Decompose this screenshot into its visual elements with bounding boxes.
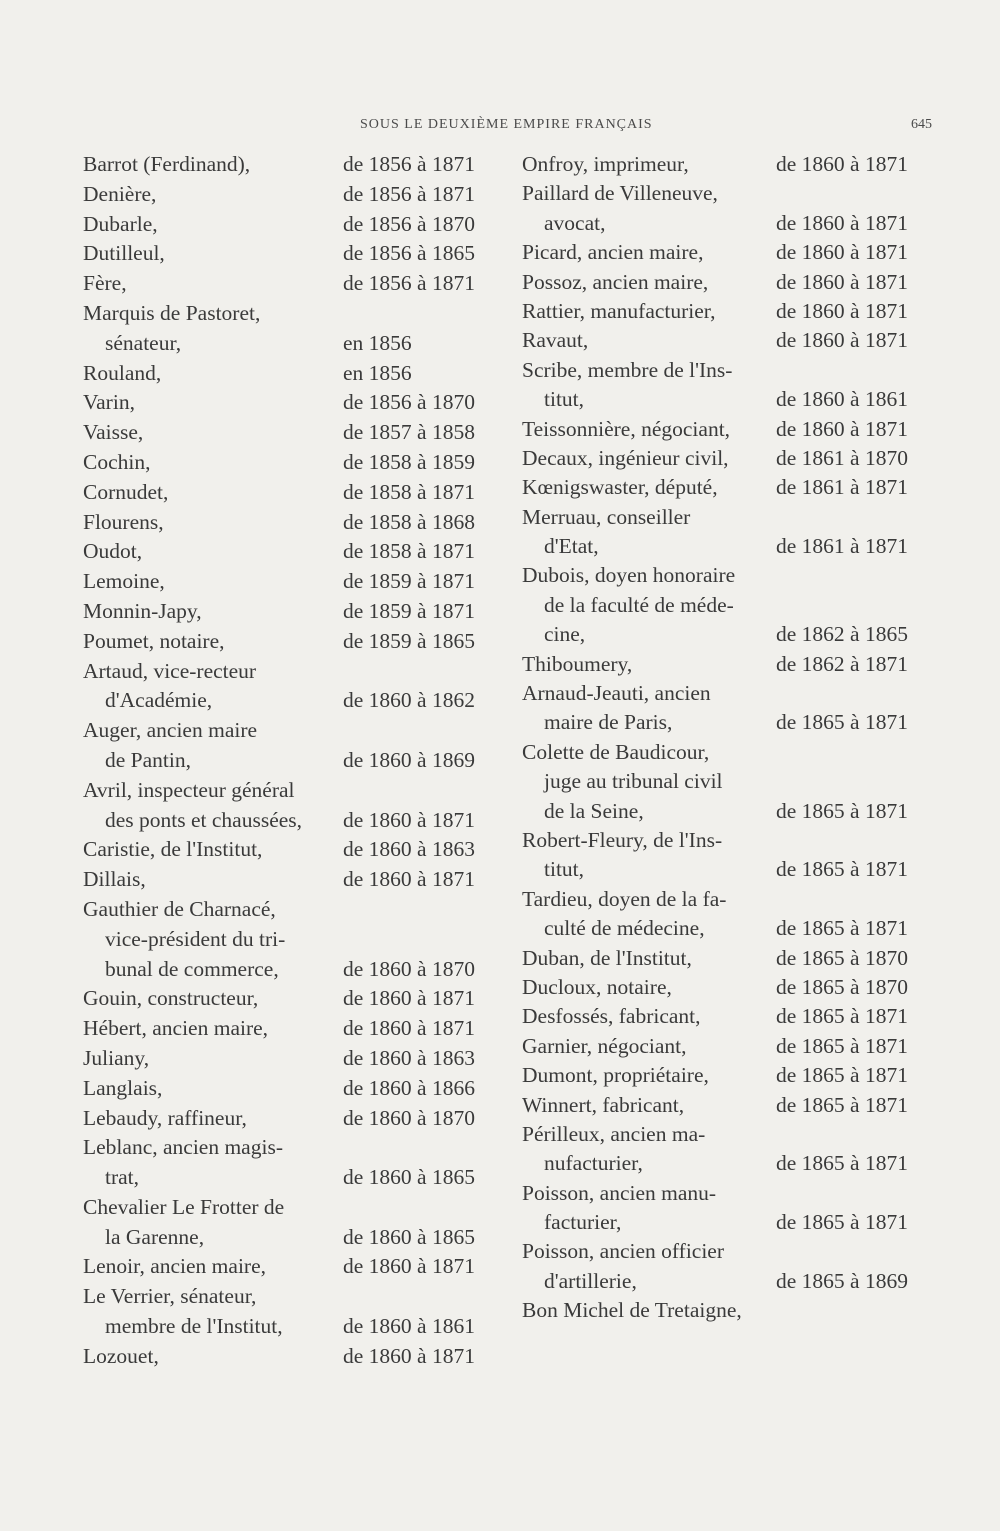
entry-name: Poisson, ancien manu-	[522, 1180, 717, 1205]
list-item	[83, 1074, 513, 1104]
list-item	[522, 855, 942, 884]
list-item	[522, 561, 942, 590]
entry-name: Dubois, doyen honoraire	[522, 563, 736, 588]
entry-name: Robert-Fleury, de l'Ins-	[522, 827, 723, 852]
entry-name: Teissonnière, négociant,	[522, 416, 731, 441]
entry-years: de 1860 à 1871	[343, 986, 475, 1011]
list-item	[83, 686, 513, 716]
entry-name: Possoz, ancien maire,	[522, 269, 709, 294]
entry-name: Flourens,	[83, 509, 164, 534]
entry-years: de 1860 à 1871	[776, 298, 908, 323]
entry-years: de 1862 à 1865	[776, 622, 908, 647]
entry-name: trat,	[105, 1165, 140, 1190]
list-item	[522, 1091, 942, 1120]
entry-name: Vaisse,	[83, 420, 144, 445]
entry-years: de 1860 à 1870	[343, 1105, 475, 1130]
entry-years: de 1860 à 1871	[776, 240, 908, 265]
list-item	[522, 1149, 942, 1178]
entry-years: de 1865 à 1871	[776, 1092, 908, 1117]
entry-years: de 1861 à 1871	[776, 475, 908, 500]
entry-name: Fère,	[83, 271, 127, 296]
list-item	[522, 1208, 942, 1237]
list-item	[83, 746, 513, 776]
entry-name: Arnaud-Jeauti, ancien	[522, 681, 711, 706]
list-item	[83, 1014, 513, 1044]
entry-name: Bon Michel de Tretaigne,	[522, 1298, 742, 1323]
list-item	[522, 1267, 942, 1296]
entry-years: de 1860 à 1871	[343, 1254, 475, 1279]
entry-name: nufacturier,	[544, 1151, 643, 1176]
entry-years: de 1865 à 1871	[776, 916, 908, 941]
list-item	[83, 1193, 513, 1223]
entry-years: de 1862 à 1871	[776, 651, 908, 676]
list-item	[83, 180, 513, 210]
list-item	[522, 914, 942, 943]
entry-years: de 1865 à 1871	[776, 1004, 908, 1029]
entry-name: Rouland,	[83, 360, 162, 385]
list-item	[522, 826, 942, 855]
list-item	[83, 418, 513, 448]
list-item	[83, 627, 513, 657]
entry-years: de 1860 à 1866	[343, 1075, 475, 1100]
entry-name: Juliany,	[83, 1045, 150, 1070]
list-item	[522, 415, 942, 444]
entry-years: de 1860 à 1871	[776, 210, 908, 235]
entry-name: Decaux, ingénieur civil,	[522, 445, 729, 470]
entry-years: de 1860 à 1871	[776, 269, 908, 294]
entry-name: des ponts et chaussées,	[105, 807, 303, 832]
entry-name: Varin,	[83, 390, 135, 415]
list-item	[522, 326, 942, 355]
list-item	[522, 503, 942, 532]
entry-name: Poisson, ancien officier	[522, 1239, 725, 1264]
list-item	[522, 209, 942, 238]
entry-name: Onfroy, imprimeur,	[522, 152, 689, 176]
list-item	[522, 1120, 942, 1149]
entry-years: de 1856 à 1870	[343, 390, 475, 415]
list-item	[83, 1342, 513, 1372]
entry-name: Monnin-Japy,	[83, 598, 202, 623]
entry-years: de 1860 à 1871	[343, 807, 475, 832]
list-item	[83, 359, 513, 389]
list-item	[83, 716, 513, 746]
list-item	[522, 532, 942, 561]
list-item	[83, 865, 513, 895]
list-item	[522, 797, 942, 826]
entry-years: de 1860 à 1871	[343, 1343, 475, 1368]
entry-years: en 1856	[343, 360, 412, 385]
list-item	[83, 567, 513, 597]
entry-years: de 1858 à 1871	[343, 539, 475, 564]
entry-years: de 1860 à 1871	[776, 152, 908, 176]
list-item	[522, 944, 942, 973]
entry-years: de 1865 à 1869	[776, 1268, 908, 1293]
entry-years: de 1861 à 1871	[776, 534, 908, 559]
entry-name: Dumont, propriétaire,	[522, 1063, 709, 1088]
list-item	[522, 268, 942, 297]
running-header	[80, 117, 940, 137]
entry-name: Lemoine,	[83, 569, 165, 594]
list-item	[522, 679, 942, 708]
entry-name: Barrot (Ferdinand),	[83, 152, 251, 176]
entry-name: Winnert, fabricant,	[522, 1092, 685, 1117]
entry-name: de la faculté de méde-	[544, 592, 734, 617]
entry-name: Lenoir, ancien maire,	[83, 1254, 266, 1279]
list-item	[83, 299, 513, 329]
entry-name: la Garenne,	[105, 1224, 205, 1249]
entry-years: de 1860 à 1861	[343, 1314, 475, 1339]
list-item	[83, 537, 513, 567]
entry-years: de 1859 à 1871	[343, 598, 475, 623]
entry-name: d'Etat,	[544, 534, 599, 559]
entry-name: Artaud, vice-recteur	[83, 658, 257, 683]
entry-years: de 1860 à 1871	[776, 328, 908, 353]
entry-years: de 1856 à 1871	[343, 152, 475, 176]
entry-name: Dillais,	[83, 867, 146, 892]
entry-years: de 1865 à 1871	[776, 710, 908, 735]
entry-name: Lozouet,	[83, 1343, 159, 1368]
entry-name: Dutilleul,	[83, 241, 165, 266]
entry-years: de 1865 à 1871	[776, 857, 908, 882]
entry-years: de 1860 à 1862	[343, 688, 475, 713]
list-item	[522, 1032, 942, 1061]
list-item	[83, 508, 513, 538]
entry-years: de 1860 à 1865	[343, 1224, 475, 1249]
list-item	[83, 835, 513, 865]
entry-name: Avril, inspecteur général	[83, 777, 295, 802]
entry-years: en 1856	[343, 330, 412, 355]
list-item	[83, 984, 513, 1014]
entry-name: Le Verrier, sénateur,	[83, 1284, 257, 1309]
entry-years: de 1860 à 1863	[343, 837, 475, 862]
list-item	[83, 210, 513, 240]
entry-name: Caristie, de l'Institut,	[83, 837, 263, 862]
entry-name: Auger, ancien maire	[83, 718, 258, 743]
entry-years: de 1859 à 1865	[343, 628, 475, 653]
entry-years: de 1860 à 1871	[343, 867, 475, 892]
entry-years: de 1860 à 1870	[343, 956, 475, 981]
list-item	[522, 385, 942, 414]
running-title: SOUS LE DEUXIÈME EMPIRE FRANÇAIS	[360, 117, 653, 132]
list-item	[83, 1282, 513, 1312]
entry-name: sénateur,	[105, 330, 182, 355]
list-item	[83, 1104, 513, 1134]
entry-years: de 1865 à 1871	[776, 1210, 908, 1235]
list-item	[522, 738, 942, 767]
entry-years: de 1865 à 1871	[776, 798, 908, 823]
list-item	[83, 925, 513, 955]
entry-name: Colette de Baudicour,	[522, 739, 710, 764]
entry-years: de 1860 à 1869	[343, 747, 475, 772]
list-item	[83, 1223, 513, 1253]
entry-name: bunal de commerce,	[105, 956, 279, 981]
list-item	[522, 708, 942, 737]
entry-years: de 1861 à 1870	[776, 445, 908, 470]
entry-name: Picard, ancien maire,	[522, 240, 704, 265]
entry-name: Garnier, négociant,	[522, 1033, 687, 1058]
entry-name: de Pantin,	[105, 747, 191, 772]
list-item	[83, 388, 513, 418]
page-number: 645	[911, 117, 932, 132]
entry-name: Marquis de Pastoret,	[83, 300, 261, 325]
entry-name: Lebaudy, raffineur,	[83, 1105, 247, 1130]
entry-years: de 1856 à 1870	[343, 211, 475, 236]
list-item	[83, 955, 513, 985]
entry-name: Scribe, membre de l'Ins-	[522, 357, 733, 382]
entry-name: Cornudet,	[83, 479, 169, 504]
entry-name: titut,	[544, 387, 585, 412]
entry-years: de 1860 à 1863	[343, 1045, 475, 1070]
list-item	[522, 591, 942, 620]
entry-years: de 1860 à 1871	[776, 416, 908, 441]
entry-years: de 1856 à 1871	[343, 271, 475, 296]
entry-name: Poumet, notaire,	[83, 628, 225, 653]
list-item	[522, 179, 942, 208]
list-item	[522, 973, 942, 1002]
list-item	[83, 657, 513, 687]
list-item	[83, 1044, 513, 1074]
entry-name: Leblanc, ancien magis-	[83, 1135, 283, 1160]
list-item	[83, 448, 513, 478]
entry-name: Duban, de l'Institut,	[522, 945, 692, 970]
entry-years: de 1857 à 1858	[343, 420, 475, 445]
left-column	[83, 150, 513, 1372]
entry-name: Tardieu, doyen de la fa-	[522, 886, 727, 911]
entry-name: Ravaut,	[522, 328, 589, 353]
entry-name: de la Seine,	[544, 798, 644, 823]
list-item	[522, 650, 942, 679]
list-item	[522, 767, 942, 796]
list-item	[522, 473, 942, 502]
entry-name: Desfossés, fabricant,	[522, 1004, 701, 1029]
entry-name: Rattier, manufacturier,	[522, 298, 716, 323]
list-item	[522, 1061, 942, 1090]
entry-years: de 1860 à 1871	[343, 1016, 475, 1041]
list-item	[522, 356, 942, 385]
entry-name: maire de Paris,	[544, 710, 673, 735]
list-item	[522, 1237, 942, 1266]
list-item	[83, 1252, 513, 1282]
entry-name: Langlais,	[83, 1075, 163, 1100]
entry-name: Denière,	[83, 181, 157, 206]
list-item	[522, 297, 942, 326]
entry-name: d'Académie,	[105, 688, 213, 713]
entry-name: titut,	[544, 857, 585, 882]
list-item	[83, 150, 513, 180]
list-item	[83, 806, 513, 836]
entry-name: Chevalier Le Frotter de	[83, 1194, 285, 1219]
entry-name: culté de médecine,	[544, 916, 705, 941]
entry-name: Périlleux, ancien ma-	[522, 1121, 706, 1146]
entry-name: avocat,	[544, 210, 606, 235]
entry-years: de 1858 à 1868	[343, 509, 475, 534]
list-item	[83, 269, 513, 299]
list-item	[83, 597, 513, 627]
entry-name: d'artillerie,	[544, 1268, 637, 1293]
entry-name: Ducloux, notaire,	[522, 974, 672, 999]
list-item	[522, 238, 942, 267]
entry-name: Thiboumery,	[522, 651, 633, 676]
entry-name: Gouin, constructeur,	[83, 986, 259, 1011]
list-item	[83, 1133, 513, 1163]
entry-years: de 1865 à 1871	[776, 1033, 908, 1058]
entry-name: Kœnigswaster, député,	[522, 475, 718, 500]
list-item	[522, 1002, 942, 1031]
entry-years: de 1865 à 1870	[776, 945, 908, 970]
entry-years: de 1865 à 1871	[776, 1063, 908, 1088]
list-item	[522, 620, 942, 649]
list-item	[522, 1179, 942, 1208]
entry-years: de 1859 à 1871	[343, 569, 475, 594]
entry-name: cine,	[544, 622, 586, 647]
list-item	[83, 1312, 513, 1342]
list-item	[522, 885, 942, 914]
entry-name: Hébert, ancien maire,	[83, 1016, 269, 1041]
entry-name: membre de l'Institut,	[105, 1314, 283, 1339]
entry-years: de 1860 à 1861	[776, 387, 908, 412]
entry-years: de 1856 à 1865	[343, 241, 475, 266]
entry-name: Merruau, conseiller	[522, 504, 691, 529]
list-item	[83, 895, 513, 925]
entry-name: Gauthier de Charnacé,	[83, 896, 276, 921]
entry-name: facturier,	[544, 1210, 622, 1235]
entry-name: Dubarle,	[83, 211, 158, 236]
entry-years: de 1856 à 1871	[343, 181, 475, 206]
list-item	[522, 150, 942, 179]
list-item	[83, 239, 513, 269]
entry-name: Cochin,	[83, 449, 151, 474]
right-column	[522, 150, 942, 1326]
entry-name: vice-président du tri-	[105, 926, 286, 951]
entry-years: de 1865 à 1870	[776, 974, 908, 999]
entry-years: de 1858 à 1859	[343, 449, 475, 474]
entry-name: Paillard de Villeneuve,	[522, 181, 718, 206]
entry-years: de 1865 à 1871	[776, 1151, 908, 1176]
list-item	[522, 444, 942, 473]
list-item	[83, 329, 513, 359]
list-item	[83, 1163, 513, 1193]
list-item	[83, 478, 513, 508]
entry-name: Oudot,	[83, 539, 143, 564]
entry-name: juge au tribunal civil	[544, 769, 723, 794]
entry-years: de 1858 à 1871	[343, 479, 475, 504]
list-item	[83, 776, 513, 806]
entry-years: de 1860 à 1865	[343, 1165, 475, 1190]
list-item	[522, 1296, 942, 1325]
